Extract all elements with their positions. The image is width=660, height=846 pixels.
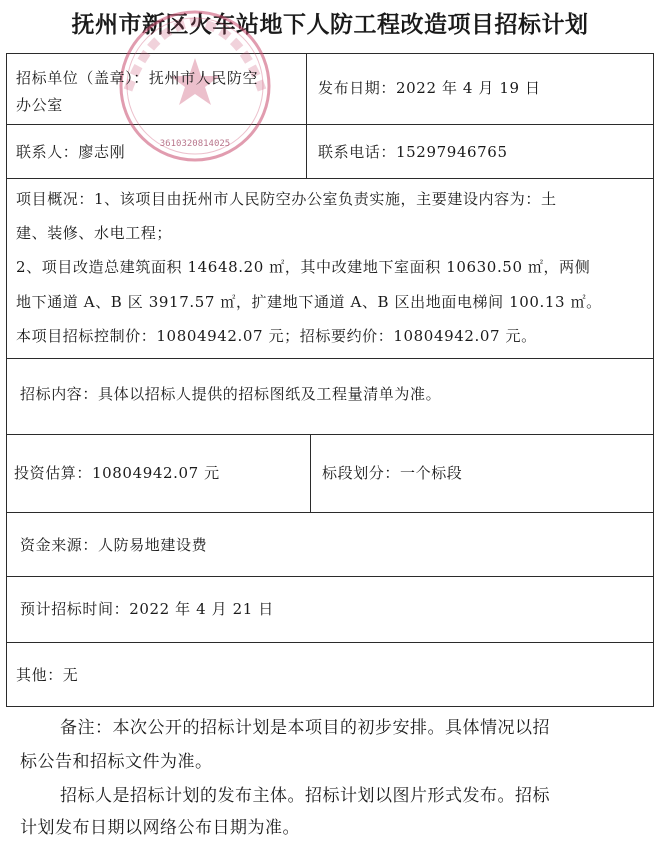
overview-line-3: 2、项目改造总建筑面积 14648.20 ㎡，其中改建地下室面积 10630.50 ㎡，两侧 (16, 258, 591, 276)
overview-line-2: 建、装修、水电工程； (16, 224, 173, 242)
publish-date-value: 2022 年 4 月 19 日 (396, 79, 541, 97)
note-line-4: 计划发布日期以网络公布日期为准。 (20, 818, 300, 838)
publish-date-field (318, 73, 541, 104)
tenderer-value: 抚州市人民防空 (148, 69, 259, 87)
phone-label: 联系电话： (318, 143, 397, 161)
contact-value: 廖志刚 (78, 143, 126, 161)
fund-source: 资金来源：人防易地建设费 (20, 536, 208, 554)
phone-value: 15297946765 (396, 143, 508, 161)
seal-code: 3610320814025 (159, 139, 231, 149)
overview-line-1: 项目概况：1、该项目由抚州市人民防空办公室负责实施，主要建设内容为：土 (16, 190, 557, 208)
phone-field (318, 137, 508, 168)
note-line-3: 招标人是招标计划的发布主体。招标计划以图片形式发布。招标 (60, 786, 550, 806)
contact-field (16, 137, 125, 168)
planned-tender-time: 预计招标时间：2022 年 4 月 21 日 (20, 600, 274, 618)
investment-estimate: 投资估算：10804942.07 元 (14, 464, 220, 482)
note-line-2: 标公告和招标文件为准。 (20, 752, 213, 772)
document-title: 抚州市新区火车站地下人防工程改造项目招标计划 (71, 12, 589, 38)
overview-line-4: 地下通道 A、B 区 3917.57 ㎡，扩建地下通道 A、B 区出地面电梯间 100.13 ㎡。 (16, 293, 602, 311)
tenderer-label: 招标单位（盖章）： (16, 69, 149, 87)
other-info: 其他：无 (16, 666, 79, 684)
note-line-1: 备注：本次公开的招标计划是本项目的初步安排。具体情况以招 (60, 718, 550, 738)
overview-line-5: 本项目招标控制价：10804942.07 元；招标要约价：10804942.07 元。 (16, 327, 537, 345)
tender-content: 招标内容：具体以招标人提供的招标图纸及工程量清单为准。 (20, 385, 442, 403)
tenderer-value-continued: 办公室 (16, 96, 63, 114)
publish-date-label: 发布日期： (318, 79, 397, 97)
section-division: 标段划分：一个标段 (322, 464, 463, 482)
contact-label: 联系人： (16, 143, 79, 161)
